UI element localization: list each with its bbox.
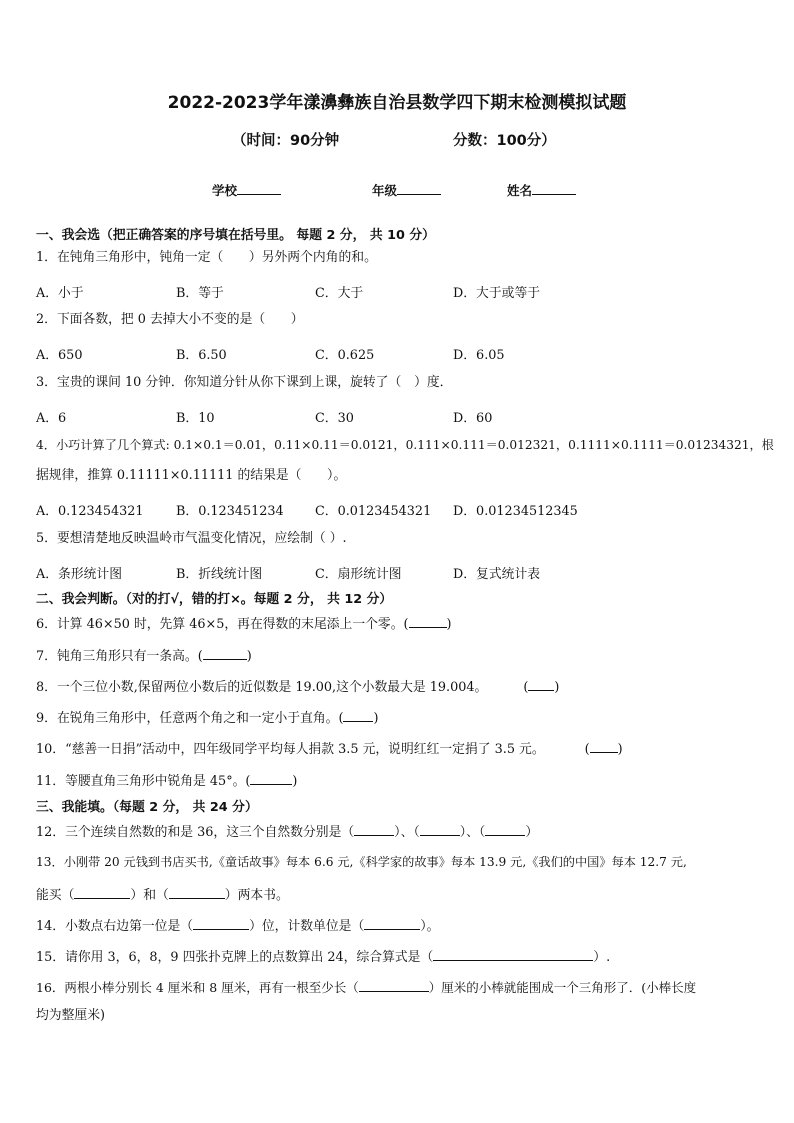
question-3: 3．宝贵的课间 10 分钟．你知道分针从你下课到上课，旋转了（ ）度．	[36, 375, 453, 390]
name-label: 姓名	[507, 183, 533, 198]
school-blank[interactable]	[237, 182, 281, 195]
q12-blank-2[interactable]	[420, 822, 460, 836]
question-1: 1．在钝角三角形中，钝角一定（ ）另外两个内角的和。	[36, 250, 377, 265]
question-4-line-2: 据规律，推算 0.11111×0.11111 的结果是（ ）。	[36, 468, 347, 483]
question-10: 10．“慈善一日捐”活动中，四年级同学平均每人捐款 3.5 元，说明红红一定捐了 3.5 元。 ( )	[36, 739, 623, 758]
school-label: 学校	[212, 183, 238, 198]
q2-option-c[interactable]: C．0.625	[315, 348, 375, 363]
q15-blank[interactable]	[433, 947, 593, 961]
q6-answer-blank[interactable]	[409, 614, 447, 628]
q16-blank[interactable]	[359, 978, 429, 992]
q3-option-d[interactable]: D．60	[453, 411, 493, 426]
q3-option-a[interactable]: A．6	[36, 411, 67, 426]
grade-blank[interactable]	[397, 182, 441, 195]
page-title: 2022-2023学年漾濞彝族自治县数学四下期末检测模拟试题	[167, 93, 627, 113]
q10-answer-blank[interactable]	[590, 739, 618, 753]
q2-option-a[interactable]: A．650	[36, 348, 83, 363]
q14-blank-2[interactable]	[364, 916, 420, 930]
q2-option-d[interactable]: D．6.05	[453, 348, 505, 363]
grade-field[interactable]	[372, 181, 441, 199]
q3-option-b[interactable]: B．10	[176, 411, 215, 426]
q5-option-a[interactable]: A．条形统计图	[36, 567, 123, 582]
question-12: 12．三个连续自然数的和是 36，这三个自然数分别是（ ）、（ ）、（ ）	[36, 822, 538, 841]
q1-option-b[interactable]: B．等于	[176, 286, 224, 301]
q7-answer-blank[interactable]	[203, 646, 247, 660]
q4-option-c[interactable]: C．0.0123454321	[315, 504, 432, 519]
q5-option-d[interactable]: D．复式统计表	[453, 567, 541, 582]
q1-option-c[interactable]: C．大于	[315, 286, 364, 301]
q2-option-b[interactable]: B．6.50	[176, 348, 227, 363]
question-4-line-1: 4．小巧计算了几个算式: 0.1×0.1＝0.01，0.11×0.11＝0.0121，0.111×0.111＝0.012321，0.1111×0.1111＝0.01234321，根	[36, 438, 774, 452]
q5-option-b[interactable]: B．折线统计图	[176, 567, 263, 582]
question-8: 8．一个三位小数,保留两位小数后的近似数是 19.00,这个小数最大是 19.004。 ( )	[36, 677, 559, 696]
exam-time: （时间：90分钟	[232, 133, 340, 149]
question-2: 2．下面各数，把 0 去掉大小不变的是（ ）	[36, 312, 304, 327]
q4-option-b[interactable]: B．0.123451234	[176, 504, 284, 519]
question-9: 9．在锐角三角形中，任意两个角之和一定小于直角。( )	[36, 708, 378, 727]
name-field[interactable]	[507, 181, 576, 199]
q9-answer-blank[interactable]	[343, 708, 373, 722]
q3-option-c[interactable]: C．30	[315, 411, 354, 426]
question-7: 7．钝角三角形只有一条高。( )	[36, 646, 252, 665]
name-blank[interactable]	[532, 182, 576, 195]
question-14: 14．小数点右边第一位是（ ）位，计数单位是（ ）。	[36, 916, 439, 935]
q1-option-a[interactable]: A．小于	[36, 286, 84, 301]
q1-option-d[interactable]: D．大于或等于	[453, 286, 541, 301]
q12-blank-3[interactable]	[485, 822, 525, 836]
question-15: 15．请你用 3，6，8，9 四张扑克牌上的点数算出 24，综合算式是（ ）.	[36, 947, 610, 966]
q5-option-c[interactable]: C．扇形统计图	[315, 567, 402, 582]
q8-answer-blank[interactable]	[528, 677, 554, 691]
q13-blank-2[interactable]	[169, 885, 225, 899]
question-6: 6．计算 46×50 时，先算 46×5，再在得数的末尾添上一个零。( )	[36, 614, 452, 633]
section-2-heading: 二、我会判断。（对的打√，错的打×。每题 2 分， 共 12 分）	[36, 592, 393, 607]
section-3-heading: 三、我能填。（每题 2 分， 共 24 分）	[36, 800, 258, 815]
q12-blank-1[interactable]	[354, 822, 394, 836]
question-13-line-1: 13．小刚带 20 元钱到书店买书,《童话故事》每本 6.6 元,《科学家的故事》每本 13.9 元,《我们的中国》每本 12.7 元,	[36, 855, 687, 869]
school-field[interactable]	[212, 181, 281, 199]
question-16-line-1: 16．两根小棒分别长 4 厘米和 8 厘米，再有一根至少长（ ）厘米的小棒就能围成一个三角形了．(小棒长度	[36, 980, 697, 995]
q13-blank-1[interactable]	[74, 885, 130, 899]
grade-label: 年级	[372, 183, 398, 198]
question-11: 11．等腰直角三角形中锐角是 45°。( )	[36, 771, 297, 790]
question-13-line-2: 能买（ ）和（ ）两本书。	[36, 885, 289, 904]
q4-option-a[interactable]: A．0.123454321	[36, 504, 144, 519]
section-1-heading: 一、我会选（把正确答案的序号填在括号里。 每题 2 分， 共 10 分）	[36, 228, 435, 243]
question-16-line-2: 均为整厘米)	[36, 1008, 105, 1023]
question-5: 5．要想清楚地反映温岭市气温变化情况，应绘制（ ）.	[36, 531, 347, 546]
exam-score: 分数：100分）	[453, 133, 556, 149]
q4-option-d[interactable]: D．0.01234512345	[453, 504, 578, 519]
q14-blank-1[interactable]	[193, 916, 249, 930]
q11-answer-blank[interactable]	[250, 771, 292, 785]
